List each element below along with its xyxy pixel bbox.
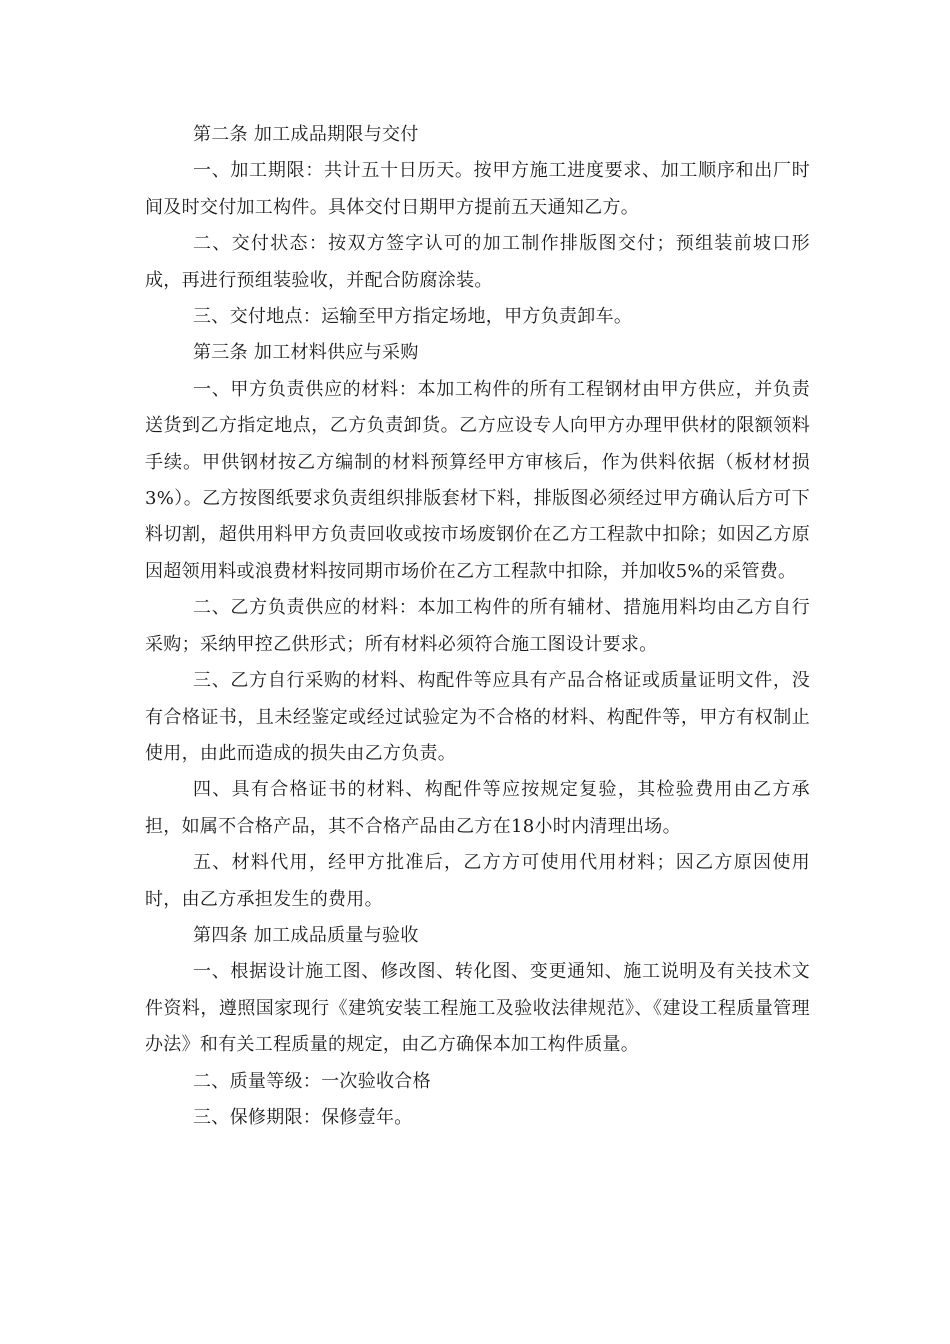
- article-3-item-2: 二、乙方负责供应的材料：本加工构件的所有辅材、措施用料均由乙方自行采购；采纳甲控乙供形式；所有材料必须符合施工图设计要求。: [145, 597, 810, 655]
- article-4-heading: 第四条 加工成品质量与验收: [193, 924, 419, 946]
- article-3-heading: 第三条 加工材料供应与采购: [193, 342, 419, 364]
- article-2-item-2: 二、交付状态：按双方签字认可的加工制作排版图交付；预组装前坡口形成，再进行预组装验收，并配合防腐涂装。: [145, 233, 810, 291]
- document-page: [145, 117, 810, 1136]
- article-3-item-3: 三、乙方自行采购的材料、构配件等应具有产品合格证或质量证明文件，没有合格证书，且未经鉴定或经过试验定为不合格的材料、构配件等，甲方有权制止使用，由此而造成的损失由乙方负责。: [145, 670, 810, 764]
- article-4-item-3: 三、保修期限：保修壹年。: [193, 1106, 413, 1128]
- article-3-item-1: 一、甲方负责供应的材料：本加工构件的所有工程钢材由甲方供应，并负责送货到乙方指定地点，乙方负责卸货。乙方应设专人向甲方办理甲供材的限额领料手续。甲供钢材按乙方编制的材料预算经甲方审核后，作为供料依据（板材材损3%）。乙方按图纸要求负责组织排版套材下料，排版图必须经过甲方确认后方可下料切割，超供用料甲方负责回收或按市场废钢价在乙方工程款中扣除；如因乙方原因超领用料或浪费材料按同期市场价在乙方工程款中扣除，并加收5%的采管费。: [145, 378, 810, 582]
- article-4-item-1: 一、根据设计施工图、修改图、转化图、变更通知、施工说明及有关技术文件资料，遵照国家现行《建筑安装工程施工及验收法律规范》、《建设工程质量管理办法》和有关工程质量的规定，由乙方确保本加工构件质量。: [145, 961, 810, 1056]
- article-3-item-4: 四、具有合格证书的材料、构配件等应按规定复验，其检验费用由乙方承担，如属不合格产品，其不合格产品由乙方在18小时内清理出场。: [145, 779, 810, 837]
- article-4-item-2: 二、质量等级：一次验收合格: [193, 1070, 431, 1092]
- article-2-item-1: 一、加工期限：共计五十日历天。按甲方施工进度要求、加工顺序和出厂时间及时交付加工构件。具体交付日期甲方提前五天通知乙方。: [145, 160, 810, 218]
- article-2-heading: 第二条 加工成品期限与交付: [193, 124, 419, 145]
- article-2-item-3: 三、交付地点：运输至甲方指定场地，甲方负责卸车。: [193, 306, 633, 328]
- article-3-item-5: 五、材料代用，经甲方批准后，乙方方可使用代用材料；因乙方原因使用时，由乙方承担发生的费用。: [145, 852, 810, 910]
